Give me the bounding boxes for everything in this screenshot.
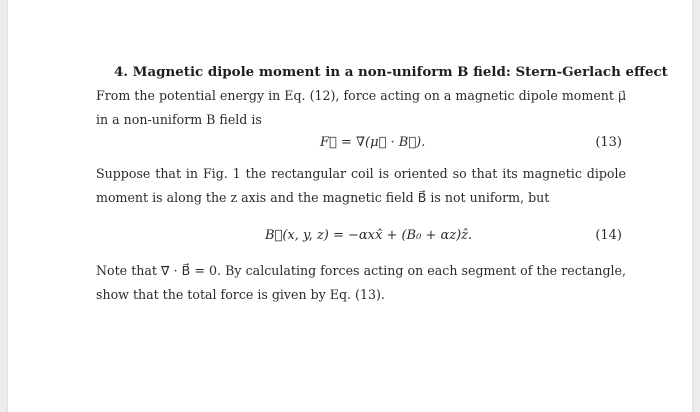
paragraph-task: Note that ∇⃗ · B⃗ = 0. By calculating forces acting on each segment of the rectangle, show that the total force is given by Eq. (13). xyxy=(96,263,626,302)
document-page xyxy=(8,0,692,412)
section-heading: 4. Magnetic dipole moment in a non-uniform B field: Stern-Gerlach effect xyxy=(114,64,668,80)
paragraph-intro: From the potential energy in Eq. (12), force acting on a magnetic dipole moment μ⃗ in a non-uniform B field is xyxy=(96,88,626,127)
paragraph-setup: Suppose that in Fig. 1 the rectangular coil is oriented so that its magnetic dipole moment is along the z axis and the magnetic field B⃗ is not uniform, but xyxy=(96,166,626,205)
equation-13-number: (13) xyxy=(595,135,622,150)
equation-13-body: F⃗ = ∇(μ⃗ · B⃗). xyxy=(320,135,426,150)
equation-14-body: B⃗(x, y, z) = −αxx̂ + (B₀ + αz)ẑ. xyxy=(265,228,473,243)
equation-14-number: (14) xyxy=(595,228,622,243)
